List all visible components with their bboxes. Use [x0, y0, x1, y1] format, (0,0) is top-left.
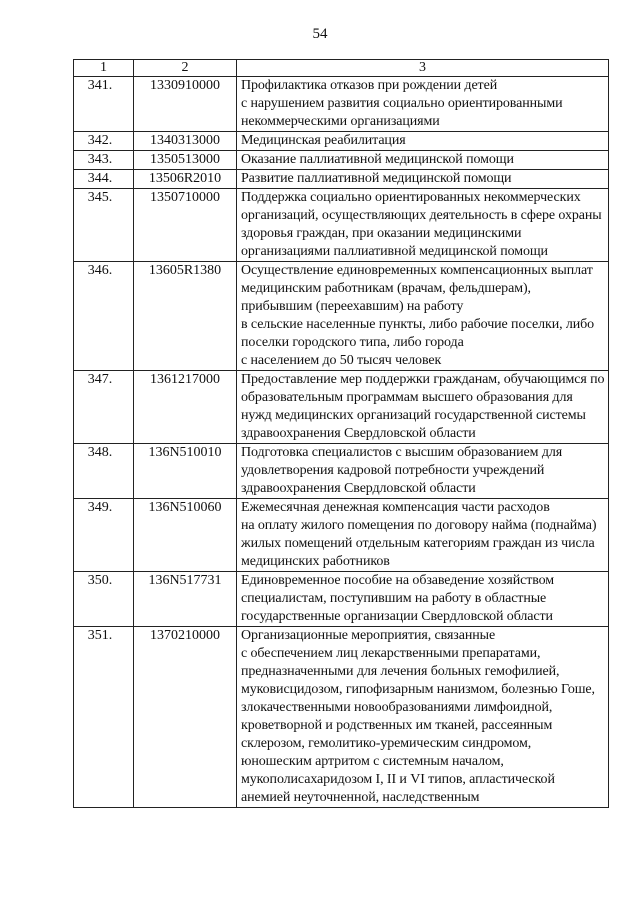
row-number: 342. [74, 132, 134, 151]
table-row [74, 499, 609, 572]
row-code: 1330910000 [134, 77, 237, 132]
row-description: Организационные мероприятия, связанные с обеспечением лиц лекарственными препаратами, предназначенными для лечения больных гемофилией, муковисцидозом, гипофизарным нанизмом, болезнью Гоше, злокачественными новообразованиями лимфоидной, кроветворной и родственных им тканей, рассеянным склерозом, гемолитико-уремическим синдромом, юношеским артритом с системным началом, мукополисахаридозом I, II и VI типов, апластической анемией неуточненной, наследственным [237, 627, 609, 808]
table-row [74, 262, 609, 371]
row-description: Поддержка социально ориентированных некоммерческих организаций, осуществляющих деятельность в сфере охраны здоровья граждан, при оказании медицинскими организациями паллиативной медицинской помощи [237, 189, 609, 262]
row-description: Предоставление мер поддержки гражданам, обучающимся по образовательным программам высшего образования для нужд медицинских организаций государственной системы здравоохранения Свердловской области [237, 371, 609, 444]
row-number: 348. [74, 444, 134, 499]
row-number: 349. [74, 499, 134, 572]
row-number: 346. [74, 262, 134, 371]
table-row [74, 627, 609, 808]
row-number: 343. [74, 151, 134, 170]
row-description: Оказание паллиативной медицинской помощи [237, 151, 609, 170]
row-description: Единовременное пособие на обзаведение хозяйством специалистам, поступившим на работу в областные государственные организации Свердловской области [237, 572, 609, 627]
row-description: Ежемесячная денежная компенсация части расходов на оплату жилого помещения по договору найма (поднайма) жилых помещений отдельным категориям граждан из числа медицинских работников [237, 499, 609, 572]
row-code: 136N517731 [134, 572, 237, 627]
row-description: Профилактика отказов при рождении детей с нарушением развития социально ориентированными некоммерческими организациями [237, 77, 609, 132]
row-code: 13506R2010 [134, 170, 237, 189]
row-number: 344. [74, 170, 134, 189]
row-code: 1340313000 [134, 132, 237, 151]
row-description: Медицинская реабилитация [237, 132, 609, 151]
row-code: 1350513000 [134, 151, 237, 170]
table-row [74, 170, 609, 189]
row-number: 341. [74, 77, 134, 132]
table-header-row [74, 60, 609, 77]
table-row [74, 189, 609, 262]
table-row [74, 371, 609, 444]
row-code: 136N510010 [134, 444, 237, 499]
row-code: 1350710000 [134, 189, 237, 262]
column-header-2: 2 [134, 60, 237, 77]
column-header-3: 3 [237, 60, 609, 77]
row-description: Развитие паллиативной медицинской помощи [237, 170, 609, 189]
table-row [74, 132, 609, 151]
row-code: 13605R1380 [134, 262, 237, 371]
row-code: 1361217000 [134, 371, 237, 444]
row-number: 345. [74, 189, 134, 262]
table-row [74, 151, 609, 170]
page-number: 54 [312, 26, 328, 42]
column-header-1: 1 [74, 60, 134, 77]
table-row [74, 77, 609, 132]
row-description: Осуществление единовременных компенсационных выплат медицинским работникам (врачам, фельдшерам), прибывшим (переехавшим) на работу в сельские населенные пункты, либо рабочие поселки, либо поселки городского типа, либо города с населением до 50 тысяч человек [237, 262, 609, 371]
row-number: 350. [74, 572, 134, 627]
document-table [73, 59, 609, 808]
row-number: 347. [74, 371, 134, 444]
row-code: 1370210000 [134, 627, 237, 808]
table-row [74, 572, 609, 627]
table-row [74, 444, 609, 499]
row-number: 351. [74, 627, 134, 808]
row-code: 136N510060 [134, 499, 237, 572]
row-description: Подготовка специалистов с высшим образованием для удовлетворения кадровой потребности учреждений здравоохранения Свердловской области [237, 444, 609, 499]
